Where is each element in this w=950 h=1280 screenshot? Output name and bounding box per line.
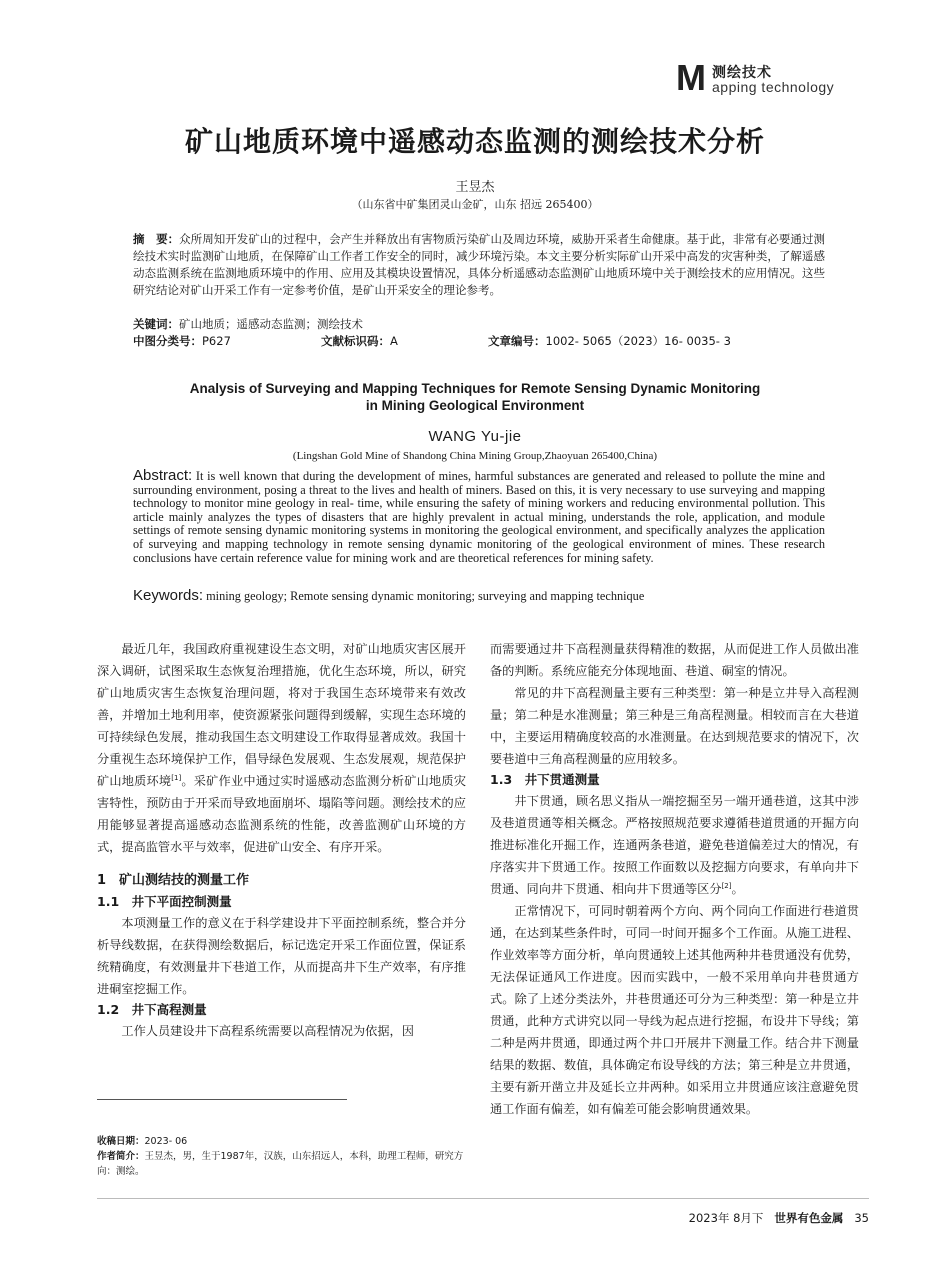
body-left-column	[97, 638, 466, 1042]
english-abstract-label: Abstract:	[133, 467, 193, 484]
keywords-cn	[133, 316, 363, 332]
logo-en-text: apping technology	[712, 79, 835, 95]
abstract-cn-text: 众所周知开发矿山的过程中，会产生并释放出有害物质污染矿山及周边环境，威胁开采者生命健康。基于此，非常有必要通过测绘技术实时监测矿山地质，在保障矿山工作者工作安全的同时，减少环境污染。本文主要分析实际矿山开采中高发的灾害种类，了解遥感动态监测系统在监测地质环境中的作用、应用及其模块设置情况，具体分析遥感动态监测矿山地质环境中关于测绘技术的应用情况。这些研究结论对矿山开采工作有一定参考价值，是矿山开采安全的理论参考。	[133, 232, 825, 297]
english-keywords-text: mining geology; Remote sensing dynamic monitoring; surveying and mapping technique	[206, 589, 645, 603]
english-abstract	[133, 469, 825, 565]
author-affiliation: （山东省中矿集团灵山金矿，山东 招远 265400）	[351, 198, 599, 211]
author-bio: 作者简介：王昱杰，男，生于1987年，汉族，山东招远人，本科，助理工程师，研究方向：测绘。	[97, 1151, 464, 1177]
section-1-2-paragraph-2: 常见的井下高程测量主要有三种类型：第一种是立井导入高程测量；第二种是水准测量；第三种是三角高程测量。相较而言在大巷道中，主要运用精确度较高的水准测量。在达到规范要求的情况下，次要巷道中三角高程测量的应用较多。	[490, 686, 859, 766]
page-footer-divider	[97, 1198, 869, 1199]
english-title-line-2: in Mining Geological Environment	[365, 398, 585, 413]
citation-1[interactable]: [1]	[171, 773, 182, 782]
section-1-3-heading: 1.3 井下贯通测量	[490, 772, 600, 787]
section-1-3-paragraph-1: 井下贯通，顾名思义指从一端挖掘至另一端开通巷道，这其中涉及巷道贯通等相关概念。严格按照规范要求遵循巷道贯通的开掘方向推进标准化开掘工作，连通两条巷道，避免巷道偏差过大的情况，有序落实井下贯通工作。按照工作面数以及挖掘方向要求，有单向井下贯通、同向井下贯通、相向井下贯通等区分[2]。	[490, 794, 859, 896]
intro-paragraph: 最近几年，我国政府重视建设生态文明，对矿山地质灾害区展开深入调研，试图采取生态恢复治理措施，优化生态环境，所以，研究矿山地质灾害生态恢复治理问题，将对于我国生态环境带来有效改善，并增加土地利用率，使资源紧张问题得到缓解，实现生态环境的可持续绿色发展，推动我国生态文明建设工作取得显著成效。我国十分重视生态环境保护工作，倡导绿色发展观、生态发展观，规范保护矿山地质环境[1]。采矿作业中通过实时遥感动态监测分析矿山地质灾害特性，预防由于开采而导致地面崩坏、塌陷等问题。测绘技术的应用能够显著提高遥感动态监测系统的性能，改善监测矿山环境的方式，提高监管水平与效率，促进矿山安全、有序开采。	[97, 642, 467, 854]
classification-row	[133, 333, 833, 351]
english-keywords-label: Keywords:	[133, 587, 204, 604]
citation-2[interactable]: [2]	[721, 881, 732, 890]
section-1-2-heading: 1.2 井下高程测量	[97, 1002, 207, 1017]
english-keywords	[133, 587, 644, 604]
author-name: 王昱杰	[455, 180, 495, 195]
received-date: 收稿日期：2023- 06	[97, 1136, 188, 1147]
logo-cn-text: 测绘技术	[712, 65, 772, 81]
keywords-cn-text: 矿山地质；遥感动态监测；测绘技术	[179, 317, 363, 331]
issue-date: 2023年 8月下	[688, 1211, 764, 1225]
doc-code: 文献标识码：A	[321, 334, 398, 348]
journal-name: 世界有色金属	[774, 1211, 844, 1225]
section-1-3-paragraph-2: 正常情况下，可同时朝着两个方向、两个同向工作面进行巷道贯通，在达到某些条件时，可同一时间开掘多个工作面。从施工进程、作业效率等方面分析，单向贯通较上述其他两种井巷贯通没有优势，无法保证通风工作进度。因而实践中，一般不采用单向井巷贯通方式。除了上述分类法外，井巷贯通还可分为三种类型：第一种是立井贯通，此种方式讲究以同一导线为起点进行挖掘，布设井下导线；第二种是两井贯通，即通过两个井口开展井下测量工作。结合井下测量结果的数据、数值，具体确定布设导线的方法；第三种是立井贯通，主要有新开凿立井及延长立井两种。如采用立井贯通应该注意避免贯通工作面有偏差，如有偏差可能会影响贯通效果。	[490, 904, 859, 1116]
page-footer	[600, 1210, 869, 1226]
paper-title: 矿山地质环境中遥感动态监测的测绘技术分析	[184, 125, 765, 158]
section-1-2-paragraph-cont: 而需要通过井下高程测量获得精准的数据，从而促进工作人员做出准备的判断。系统应能充分体现地面、巷道、硐室的情况。	[490, 642, 859, 678]
body-right-column	[490, 638, 859, 1120]
section-1-1-heading: 1.1 井下平面控制测量	[97, 894, 232, 909]
footnote	[97, 1134, 466, 1179]
abstract-cn	[133, 231, 825, 299]
journal-logo	[676, 58, 866, 98]
section-1-1-paragraph: 本项测量工作的意义在于科学建设井下平面控制系统，整合并分析导线数据，在获得测绘数据后，标记选定开采工作面位置，保证系统精确度，有效测量井下巷道工作，从而提高井下生产效率，有序推进硐室挖掘工作。	[97, 916, 466, 996]
page-number: 35	[854, 1211, 869, 1225]
clc-number: 中图分类号：P627	[133, 334, 231, 348]
english-author: WANG Yu-jie	[428, 428, 522, 445]
footnote-divider	[97, 1099, 347, 1100]
english-title-line-1: Analysis of Surveying and Mapping Techniques for Remote Sensing Dynamic Monitoring	[189, 381, 761, 396]
section-1-2-paragraph-start: 工作人员建设井下高程系统需要以高程情况为依据，因	[121, 1024, 414, 1038]
logo-letter: M	[676, 57, 706, 98]
english-abstract-text: It is well known that during the development of mines, harmful substances are generated and released to pollute the mine and surrounding environment, posing a threat to the lives and health of miners. Based on this, it is very necessary to use surveying and mapping technology to monitor mine geology in real- time, while ensuring the safety of mining workers and reducing environmental pollution. This article mainly analyzes the types of disasters that are highly prevalent in actual mining, understands the role, application, and module settings of remote sensing dynamic monitoring systems in monitoring the geological environment, and specifically analyzes the application of surveying and mapping technology in remote sensing dynamic monitoring of the geological environment of mines. These research conclusions have certain reference value for mining work and are theoretical references for mining safety.	[133, 469, 825, 565]
english-title	[0, 380, 950, 414]
keywords-cn-label: 关键词：	[133, 317, 179, 331]
section-1-heading: 1 矿山测结技的测量工作	[97, 873, 250, 888]
abstract-cn-label: 摘 要：	[133, 232, 180, 246]
article-number: 文章编号：1002- 5065（2023）16- 0035- 3	[488, 334, 731, 348]
english-affiliation: (Lingshan Gold Mine of Shandong China Mining Group,Zhaoyuan 265400,China)	[292, 450, 658, 462]
